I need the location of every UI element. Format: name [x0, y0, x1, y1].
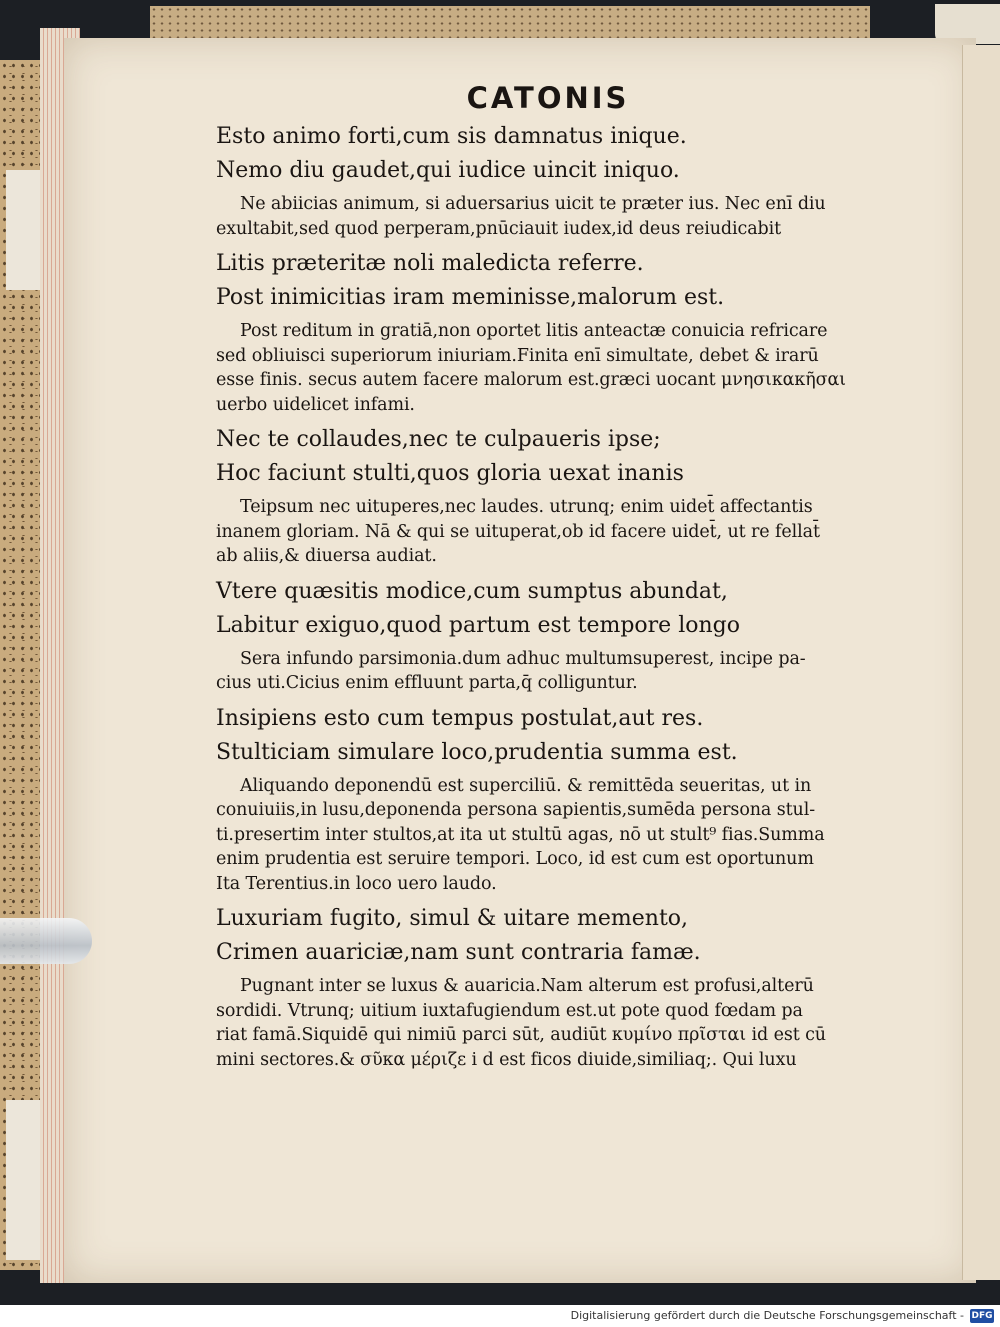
verse-line: Hoc faciunt stulti,quos gloria uexat inanis [216, 461, 684, 486]
commentary-paragraph [216, 774, 880, 897]
commentary-line: Sera infundo parsimonia.dum adhuc multumsuperest, incipe pa- [240, 648, 806, 669]
verse-line: Stulticiam simulare loco,prudentia summa est. [216, 739, 738, 765]
commentary-line: sordidi. Vtrunq; uitium iuxtafugiendum est.ut pote quod fœdam pa [216, 1000, 803, 1021]
verse-line: Nemo diu gaudet,qui iudice uincit iniquo. [216, 158, 680, 183]
commentary-paragraph [216, 495, 880, 569]
commentary-line: mini sectores.& σῦκα μέριζε i d est ficos diuide,similiaq;. Qui luxu [216, 1049, 797, 1070]
commentary-line: uerbo uidelicet infami. [216, 394, 415, 415]
commentary-paragraph [216, 974, 880, 1072]
page-clip [0, 918, 92, 964]
verse-line: Insipiens esto cum tempus postulat,aut res. [216, 705, 704, 731]
commentary-line: exultabit,sed quod perperam,pnūciauit iudex,id deus reiudicabit [216, 218, 782, 239]
commentary-line: Teipsum nec uituperes,nec laudes. utrunq; enim uidet̄ affectantis [240, 497, 813, 517]
verse-line: Labitur exiguo,quod partum est tempore longo [216, 612, 740, 638]
page-header: CATONIS [466, 81, 630, 115]
commentary-line: Aliquando deponendū est superciliū. & remittēda seueritas, ut in [240, 775, 812, 796]
footer-bar [0, 1305, 1000, 1327]
commentary-paragraph [216, 192, 880, 241]
page-text [216, 80, 880, 1078]
dfg-logo: DFG [971, 1311, 993, 1321]
commentary-line: esse finis. secus autem facere malorum est.græci uocant μνησικακῆσαι [216, 370, 846, 390]
funding-credit: Digitalisierung gefördert durch die Deutsche Forschungsgemeinschaft - [570, 1309, 964, 1322]
commentary-line: ab aliis,& diuersa audiat. [216, 546, 437, 566]
verse-line: Luxuriam fugito, simul & uitare memento, [216, 906, 689, 931]
commentary-line: Pugnant inter se luxus & auaricia.Nam alterum est profusi,alterū [240, 976, 814, 996]
commentary-line: enim prudentia est seruire tempori. Loco, id est cum est oportunum [216, 849, 814, 869]
commentary-line: ti.presertim inter stultos,at ita ut stultū agas, nō ut stult⁹ fias.Summa [216, 824, 825, 845]
commentary-line: Ne abiicias animum, si aduersarius uicit te præter ius. Nec enī diu [240, 194, 826, 214]
verse-line: Crimen auariciæ,nam sunt contraria famæ. [216, 940, 701, 965]
commentary-line: cius uti.Cicius enim effluunt parta,q̄ colliguntur. [216, 673, 638, 693]
commentary-paragraph [216, 647, 880, 696]
commentary-paragraph [216, 319, 880, 417]
commentary-line: conuiuiis,in lusu,deponenda persona sapientis,sumēda persona stul- [216, 800, 816, 820]
verse-line: Litis præteritæ noli maledicta referre. [216, 251, 644, 276]
verse-line: Esto animo forti,cum sis damnatus inique. [216, 124, 687, 149]
commentary-line: Ita Terentius.in loco uero laudo. [216, 873, 497, 894]
verse-line: Vtere quæsitis modice,cum sumptus abundat, [216, 578, 728, 604]
text-blocks [216, 120, 880, 1072]
commentary-line: inanem gloriam. Nā & qui se uituperat,ob id facere uidet̄, ut re fellat̄ [216, 521, 820, 542]
commentary-line: riat famā.Siquidē qui nimiū parci sūt, audiūt κυμίνο πρῖσται id est cū [216, 1025, 826, 1045]
facing-page-edge [962, 45, 1000, 1280]
verse-line: Post inimicitias iram meminisse,malorum est. [216, 285, 725, 310]
commentary-line: sed obliuisci superiorum iniuriam.Finita enī simultate, debet & irarū [216, 345, 819, 366]
commentary-line: Post reditum in gratiā,non oportet litis anteactæ conuicia refricare [240, 321, 828, 341]
verse-line: Nec te collaudes,nec te culpaueris ipse; [216, 427, 661, 452]
